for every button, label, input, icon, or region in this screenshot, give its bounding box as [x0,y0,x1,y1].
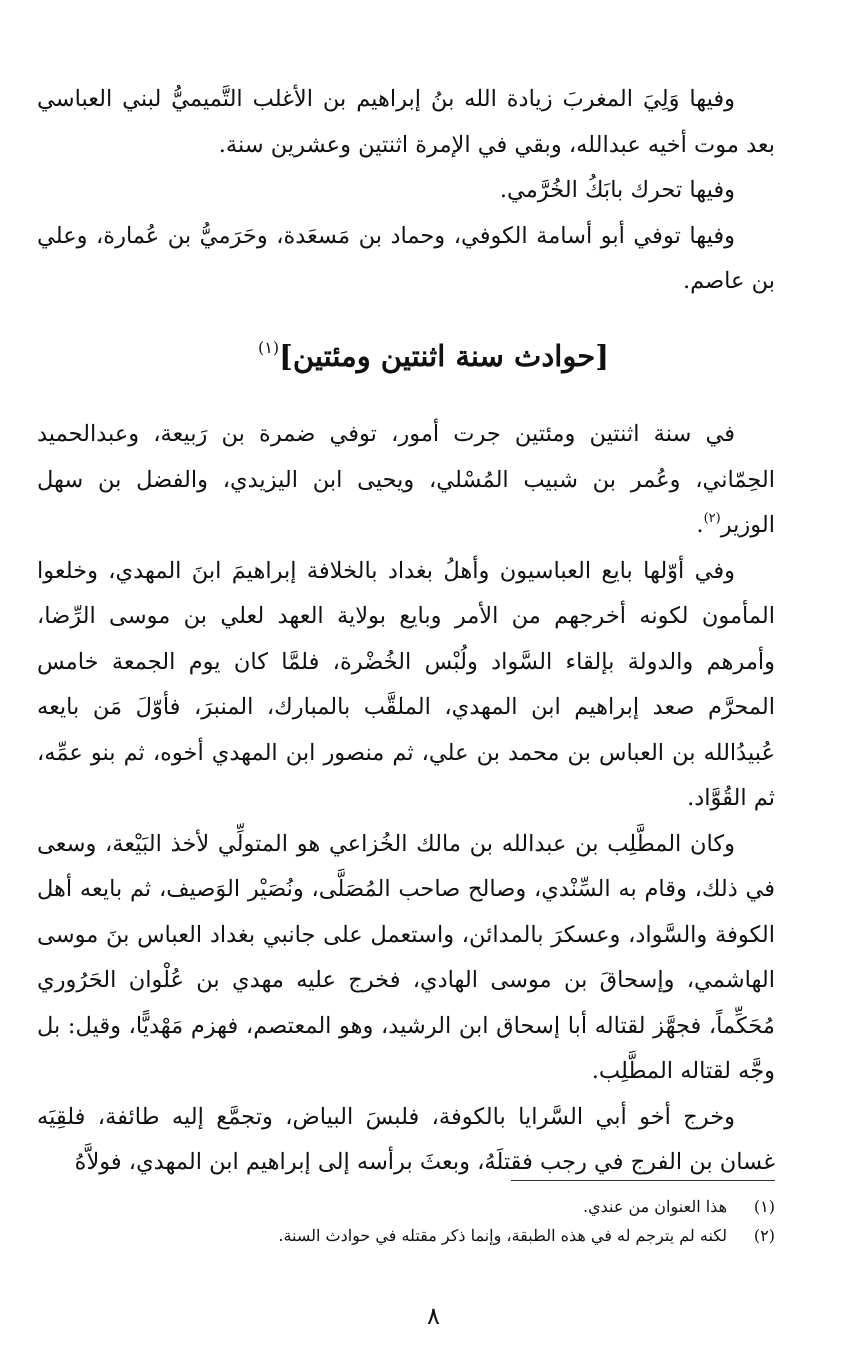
footnote-divider [511,1180,775,1181]
paragraph-text: في سنة اثنتين ومئتين جرت أمور، توفي ضمرة بن رَبيعة، وعبدالحميد الحِمّاني، وعُمر بن شبيب المُسْلي، ويحيى ابن اليزيدي، والفضل بن سهل الوزير [37,421,775,538]
paragraph [37,412,775,549]
main-text-block [37,412,775,1186]
paragraph: وكان المطَّلِب بن عبدالله بن مالك الخُزاعي هو المتولِّي لأخذ البَيْعة، وسعى في ذلك، وقام به السِّنْدي، وصالح صاحب المُصَلَّى، ونُصَيْر الوَصيف، ثم بايعه أهل الكوفة والسَّواد، وعسكرَ بالمدائن، واستعمل على جانبي بغداد العباس بنَ موسى الهاشمي، وإسحاقَ بن موسى الهادي، فخرج عليه مهدي بن عُلْوان الحَرُوري مُحَكِّماً، فجهَّز لقتاله أبا إسحاق ابن الرشيد، وهو المعتصم، فهزم مَهْديًّا، وقيل: بل وجَّه لقتاله المطَّلِب. [37,830,775,1084]
paragraph: وفي أوّلها بايع العباسيون وأهلُ بغداد بالخلافة إبراهيمَ ابنَ المهدي، وخلعوا المأمون لكونه أخرجهم من الأمر وبايع بولاية العهد لعلي بن موسى الرِّضا، وأمرهم والدولة بإلقاء السَّواد ولُبْس الخُضْرة، فلمَّا كان يوم الجمعة خامس المحرَّم صعد إبراهيم ابن المهدي، الملقَّب بالمبارك، المنبرَ، فأوّلَ مَن بايعه عُبيدُالله بن العباس بن محمد بن علي، ثم منصور ابن المهدي أخوه، ثم بنو عمِّه، ثم القُوَّاد. [37,557,775,811]
footnote-text: لكنه لم يترجم له في هذه الطبقة، وإنما ذكر مقتله في حوادث السنة. [278,1226,727,1245]
paragraph-end: . [696,512,704,538]
paragraph: وخرج أخو أبي السَّرايا بالكوفة، فلبسَ البياض، وتجمَّع إليه طائفة، فلقِيَه غسان بن الفرج في رجب فقتلَهُ، وبعثَ برأسه إلى إبراهيم ابن المهدي، فولاَّهُ [37,1103,775,1175]
footnote-text: هذا العنوان من عندي. [583,1197,727,1216]
footnote-item [37,1192,775,1221]
footnote-number: (١) [753,1197,775,1216]
section-heading [0,318,867,386]
footnote-item [37,1221,775,1250]
footnote-number: (٢) [753,1226,775,1245]
section-title-text: [حوادث سنة اثنتين ومئتين] [279,339,609,373]
footnote-ref: (٢) [703,511,721,526]
title-footnote-ref: (١) [258,338,280,357]
paragraph: وفيها تحرك بابَكُ الخُرَّمي. [499,177,735,203]
paragraph: وفيها توفي أبو أسامة الكوفي، وحماد بن مَسعَدة، وحَرَميُّ بن عُمارة، وعلي بن عاصم. [37,222,775,294]
footnotes [37,1192,775,1250]
paragraph: وفيها وَلِيَ المغربَ زيادة الله بنُ إبراهيم بن الأغلب التَّميميُّ لبني العباسي بعد موت أخيه عبدالله، وبقي في الإمرة اثنتين وعشرين سنة. [37,86,775,158]
top-text-block [37,77,775,305]
page-number: ٨ [427,1302,440,1330]
